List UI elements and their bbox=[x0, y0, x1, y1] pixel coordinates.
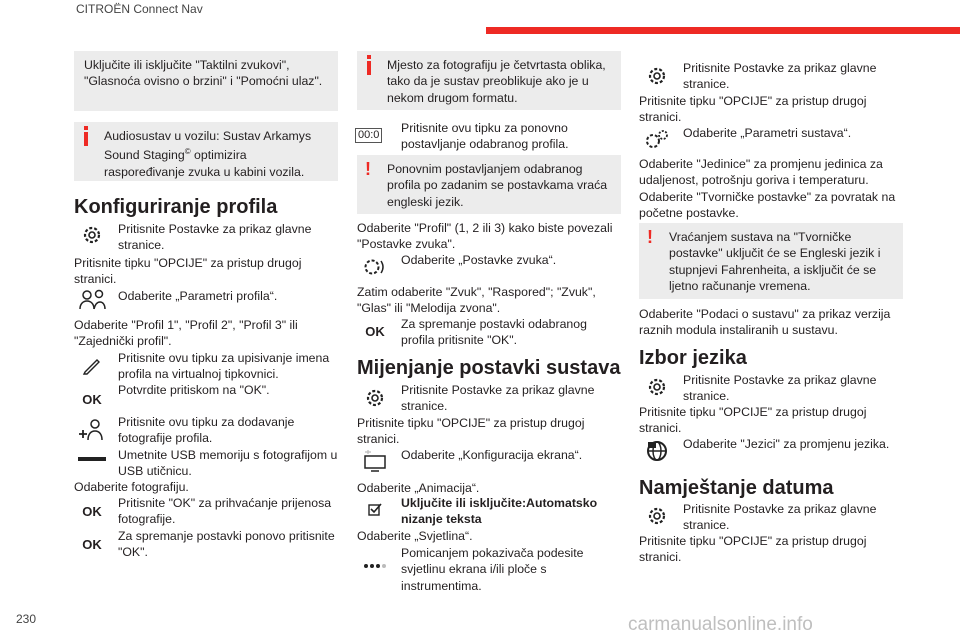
info-box bbox=[74, 51, 338, 111]
step-text: Pritisnite ovu tipku za ponovno postavljanje odabranog profila. bbox=[401, 121, 569, 152]
warning-box bbox=[357, 155, 621, 214]
info-text: Uključite ili isključite "Taktilni zvukovi", "Glasnoća ovisno o brzini" i "Pomoćni ulaz". bbox=[84, 58, 323, 89]
step-text: Pritisnite tipku "OPCIJE" za pristup drugoj stranici. bbox=[639, 405, 867, 436]
info-text: Mjesto za fotografiju je četvrtasta oblika, tako da je sustav preoblikuje ako je u nekom drugom formatu. bbox=[387, 58, 606, 105]
step-text: Odaberite „Postavke zvuka“. bbox=[401, 253, 557, 267]
step-text: Odaberite „Konfiguracija ekrana“. bbox=[401, 448, 583, 462]
step-text: Uključite ili isključite:Automatsko nizanje teksta bbox=[401, 496, 598, 527]
step-text: Pritisnite ovu tipku za dodavanje fotografije profila. bbox=[118, 415, 295, 446]
step-text: Zatim odaberite "Zvuk", "Raspored"; "Zvuk", "Glas" ili "Melodija zvona". bbox=[357, 285, 596, 316]
step-text: Pritisnite Postavke za prikaz glavne stranice. bbox=[683, 61, 877, 92]
ok-button[interactable]: OK bbox=[82, 391, 102, 407]
step-text: Odaberite "Podaci o sustavu" za prikaz verzija raznih modula instaliranih u sustavu. bbox=[639, 307, 891, 338]
info-box bbox=[357, 51, 621, 110]
step-text: Odaberite "Jezici" za promjenu jezika. bbox=[683, 437, 890, 451]
step-text: Pritisnite tipku "OPCIJE" za pristup drugoj stranici. bbox=[639, 534, 867, 565]
step-text: Odaberite "Jedinice" za promjenu jedinica za udaljenost, potrošnju goriva i temperaturu. bbox=[639, 157, 883, 188]
info-icon bbox=[81, 129, 88, 146]
step-text: Odaberite „Parametri profila“. bbox=[118, 289, 278, 303]
warning-icon: ! bbox=[647, 227, 653, 247]
section-heading: Namještanje datuma bbox=[639, 477, 834, 499]
info-text: Audiosustav u vozilu: Sustav Arkamys Sound Staging© optimizira raspoređivanje zvuka u kabini vozila. bbox=[104, 129, 312, 179]
step-text: Pritisnite Postavke za prikaz glavne stranice. bbox=[683, 502, 877, 533]
step-text: Odaberite fotografiju. bbox=[74, 480, 189, 494]
header-accent-bar bbox=[486, 27, 960, 34]
warning-text: Vraćanjem sustava na "Tvorničke postavke" uključit će se Engleski jezik i stupnjevi Fahrenheita, a isključit će se ljetno računanje vremena. bbox=[669, 230, 881, 293]
step-text: Odaberite „Animacija“. bbox=[357, 481, 480, 495]
ok-button[interactable]: OK bbox=[82, 503, 102, 519]
step-text: Pritisnite Postavke za prikaz glavne stranice. bbox=[683, 373, 877, 404]
step-text: Pritisnite tipku "OPCIJE" za pristup drugoj stranici. bbox=[74, 256, 302, 287]
ok-button[interactable]: OK bbox=[82, 536, 102, 552]
warning-box bbox=[639, 223, 903, 299]
reset-button[interactable]: 00:0 bbox=[355, 128, 382, 143]
info-box bbox=[74, 122, 338, 181]
page-number: 230 bbox=[16, 612, 37, 626]
watermark: carmanualsonline.info bbox=[628, 614, 813, 635]
step-text: Odaberite "Profil 1", "Profil 2", "Profil 3" ili "Zajednički profil". bbox=[74, 318, 298, 349]
step-text: Za spremanje postavki ponovo pritisnite "OK". bbox=[118, 529, 335, 560]
step-text: Odaberite "Tvorničke postavke" za povratak na početne postavke. bbox=[639, 190, 896, 221]
step-text: Pritisnite tipku "OPCIJE" za pristup drugoj stranici. bbox=[639, 94, 867, 125]
info-icon bbox=[364, 58, 371, 75]
step-text: Odaberite „Svjetlina“. bbox=[357, 529, 473, 543]
section-heading: Mijenjanje postavki sustava bbox=[357, 357, 621, 379]
step-text: Pritisnite ovu tipku za upisivanje imena profila na virtualnoj tipkovnici. bbox=[118, 351, 330, 382]
step-text: Pritisnite Postavke za prikaz glavne stranice. bbox=[118, 222, 312, 253]
step-text: Pritisnite tipku "OPCIJE" za pristup drugoj stranici. bbox=[357, 416, 585, 447]
step-text: Pritisnite Postavke za prikaz glavne stranice. bbox=[401, 383, 595, 414]
step-text: Potvrdite pritiskom na "OK". bbox=[118, 383, 270, 397]
step-text: Umetnite USB memoriju s fotografijom u USB utičnicu. bbox=[118, 448, 338, 479]
step-text: Odaberite „Parametri sustava“. bbox=[683, 126, 852, 140]
section-heading: Konfiguriranje profila bbox=[74, 196, 278, 218]
section-heading: Izbor jezika bbox=[639, 347, 747, 369]
step-text: Pomicanjem pokazivača podesite svjetlinu ekrana i/ili ploče s instrumentima. bbox=[401, 546, 584, 593]
step-text: Pritisnite "OK" za prihvaćanje prijenosa fotografije. bbox=[118, 496, 332, 527]
warning-icon: ! bbox=[365, 159, 371, 179]
step-text: Odaberite "Profil" (1, 2 ili 3) kako biste povezali "Postavke zvuka". bbox=[357, 221, 613, 252]
header-title: CITROËN Connect Nav bbox=[76, 2, 203, 16]
warning-text: Ponovnim postavljanjem odabranog profila po zadanim se postavkama vraća engleski jezik. bbox=[387, 162, 608, 209]
ok-button[interactable]: OK bbox=[365, 323, 385, 339]
step-text: Za spremanje postavki odabranog profila pritisnite "OK". bbox=[401, 317, 587, 348]
